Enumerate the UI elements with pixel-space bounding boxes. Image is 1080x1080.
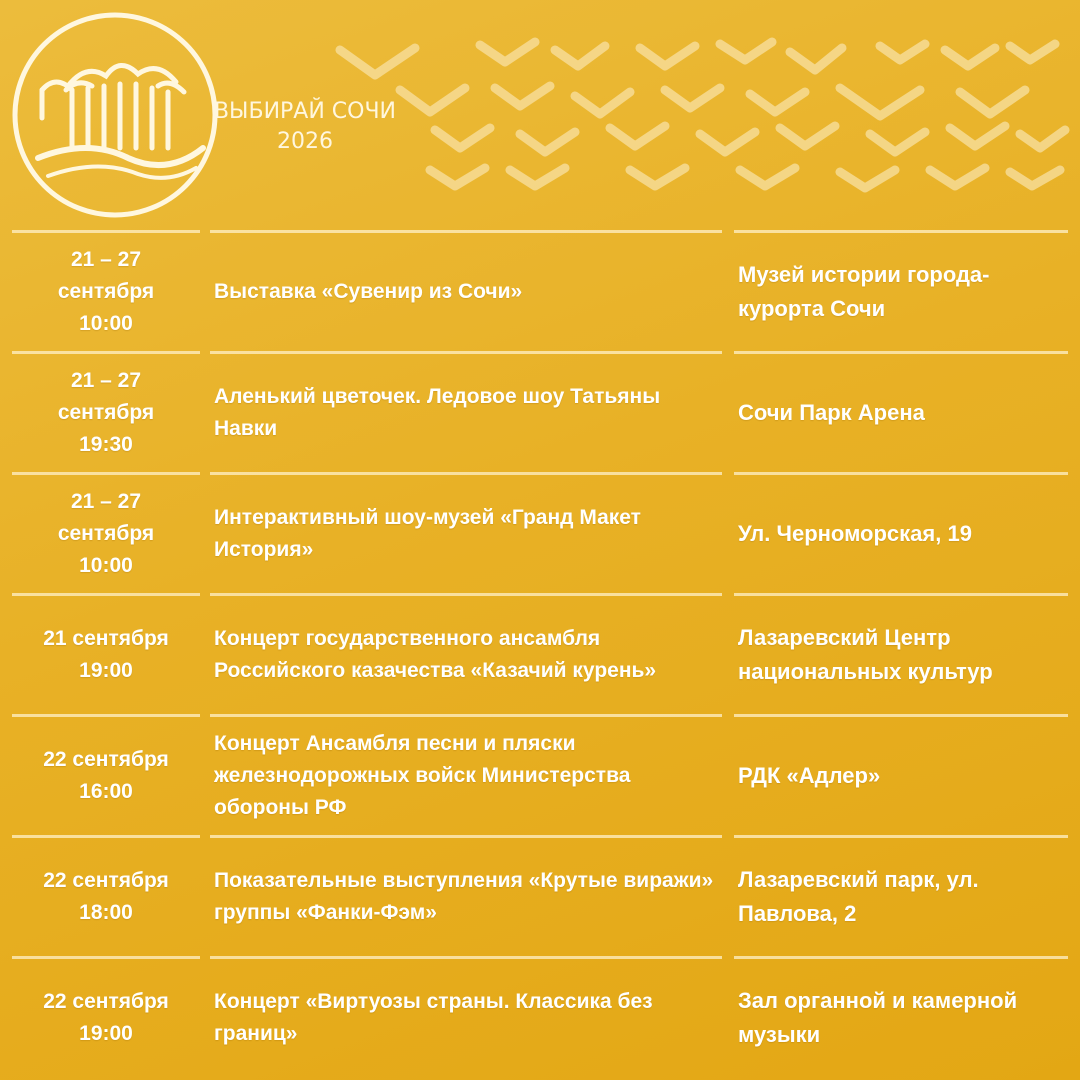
- event-date: 22 сентября 19:00: [12, 956, 200, 1077]
- event-row: [0, 956, 1080, 1077]
- event-title: Аленький цветочек. Ледовое шоу Татьяны Навки: [210, 351, 722, 472]
- event-venue: Лазаревский парк, ул. Павлова, 2: [734, 835, 1068, 956]
- event-title: Интерактивный шоу-музей «Гранд Макет История»: [210, 472, 722, 593]
- event-title: Показательные выступления «Крутые виражи» группы «Фанки-Фэм»: [210, 835, 722, 956]
- header: [0, 0, 1080, 225]
- event-venue: РДК «Адлер»: [734, 714, 1068, 835]
- event-title: Концерт государственного ансамбля Российского казачества «Казачий курень»: [210, 593, 722, 714]
- seagulls-decoration-icon: [320, 30, 1080, 200]
- event-row: [0, 230, 1080, 351]
- event-date: 22 сентября 16:00: [12, 714, 200, 835]
- event-venue: Ул. Черноморская, 19: [734, 472, 1068, 593]
- event-title: Концерт Ансамбля песни и пляски железнодорожных войск Министерства обороны РФ: [210, 714, 722, 835]
- event-venue: Зал органной и камерной музыки: [734, 956, 1068, 1077]
- event-venue: Лазаревский Центр национальных культур: [734, 593, 1068, 714]
- event-row: [0, 835, 1080, 956]
- event-title: Концерт «Виртуозы страны. Классика без границ»: [210, 956, 722, 1077]
- event-row: [0, 472, 1080, 593]
- event-date: 21 сентября 19:00: [12, 593, 200, 714]
- brand-name: ВЫБИРАЙ СОЧИ: [213, 99, 397, 124]
- sochi-colonnade-logo-icon: [8, 8, 223, 223]
- events-schedule: [0, 230, 1080, 1077]
- event-date: 21 – 27 сентября 19:30: [12, 351, 200, 472]
- event-venue: Сочи Парк Арена: [734, 351, 1068, 472]
- event-date: 21 – 27 сентября 10:00: [12, 230, 200, 351]
- event-row: [0, 351, 1080, 472]
- event-title: Выставка «Сувенир из Сочи»: [210, 230, 722, 351]
- event-row: [0, 714, 1080, 835]
- brand-year: 2026: [277, 129, 333, 154]
- event-date: 22 сентября 18:00: [12, 835, 200, 956]
- event-row: [0, 593, 1080, 714]
- event-date: 21 – 27 сентября 10:00: [12, 472, 200, 593]
- event-venue: Музей истории города-курорта Сочи: [734, 230, 1068, 351]
